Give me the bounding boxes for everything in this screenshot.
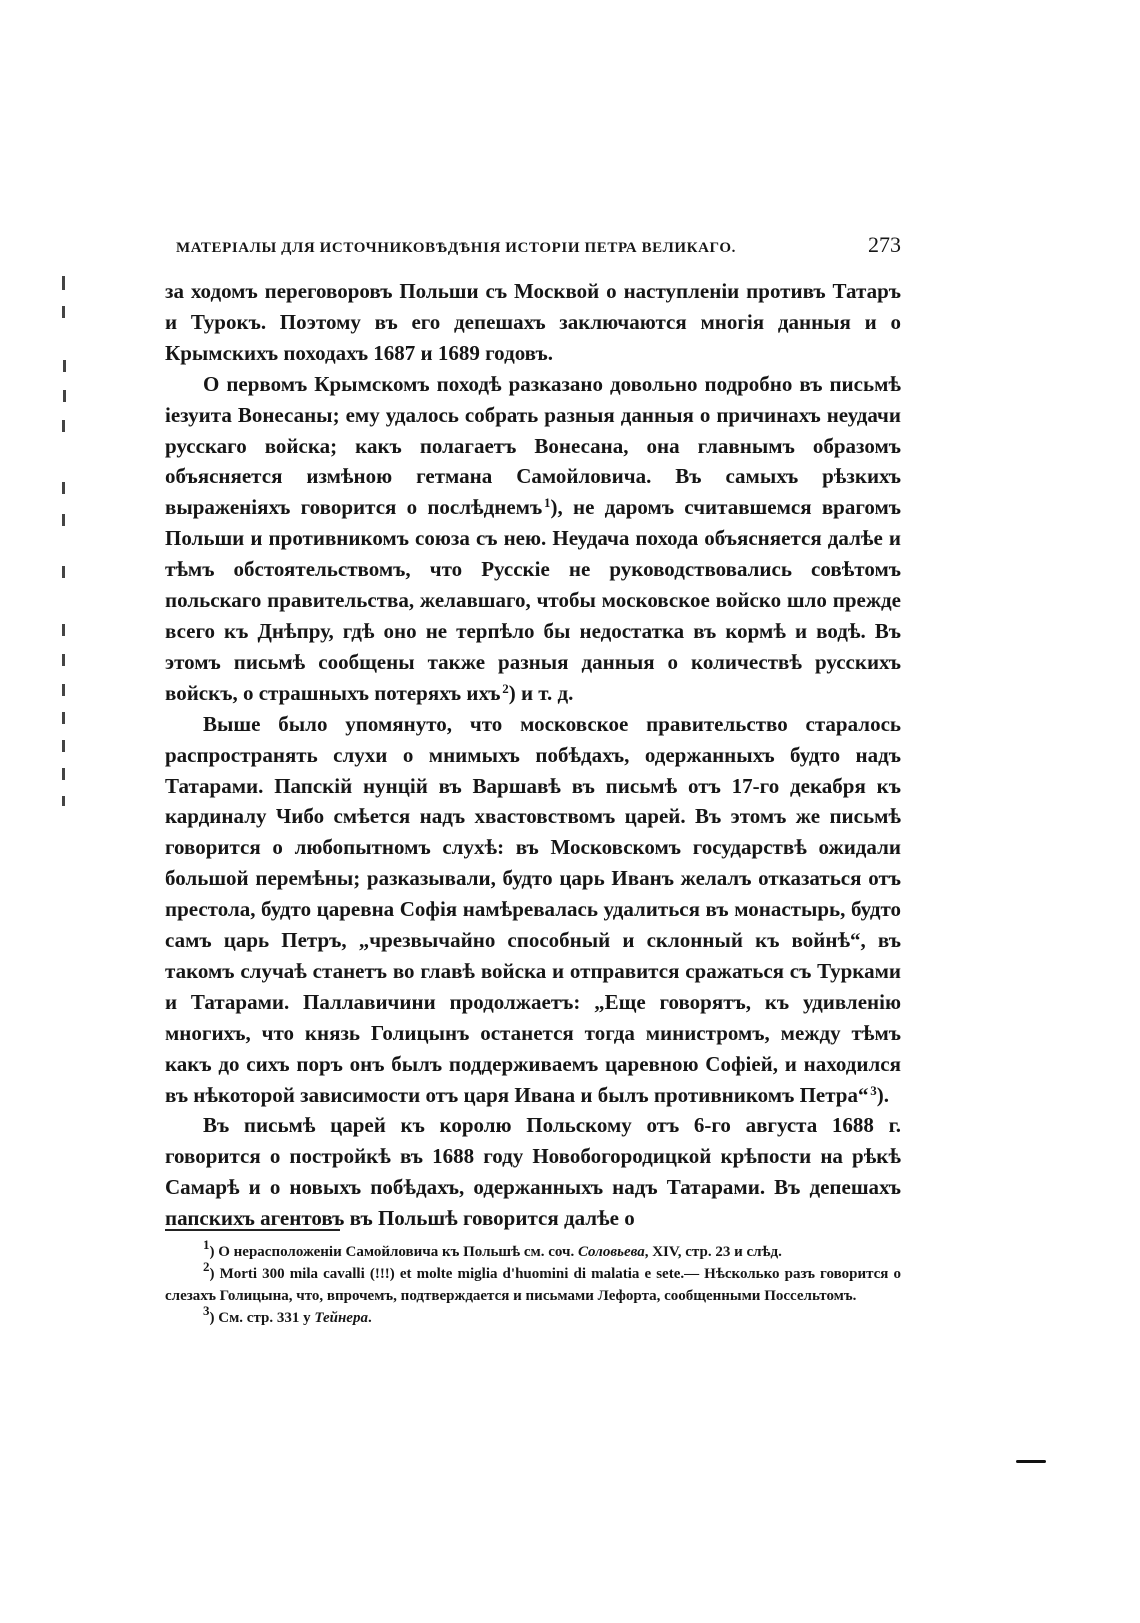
footnote-ref-1[interactable]: 1 (544, 495, 551, 511)
running-header (176, 232, 901, 262)
margin-mark (62, 306, 65, 318)
footnote-3: $^3$) См. стр. 331 у Тейнера. (203, 1303, 372, 1326)
margin-mark (62, 482, 65, 494)
margin-mark (63, 360, 66, 372)
footnote-mark-1: 1 (203, 1237, 210, 1252)
paragraph-2: О первомъ Крымскомъ походѣ разказано довольно подробно въ письмѣ іезуита Вонесаны; ему удалось собрать разныя данныя о причинахъ неудачи русскаго войска; какъ полагаетъ Вонесана, она главнымъ образомъ объясняется измѣною гетмана Самойловича. Въ самыхъ рѣзкихъ выраженіяхъ говорится о послѣднемъ $^1$), не даромъ считавшемся врагомъ Польши и противникомъ союза съ нею. Неудача похода объясняется далѣе и тѣмъ обстоятельствомъ, что Русскіе не руководствовались совѣтомъ польскаго правительства, желавшаго, чтобы московское войско шло прежде всего къ Днѣпру, гдѣ оно не терпѣло бы недостатка въ кормѣ и водѣ. Въ этомъ письмѣ сообщены также разныя данныя о количествѣ русскихъ войскъ, о страшныхъ потеряхъ ихъ $^2$) и т. д. (165, 371, 901, 705)
margin-mark (62, 420, 65, 432)
margin-mark (62, 796, 65, 806)
footnote-ref-2[interactable]: 2 (502, 680, 509, 696)
margin-mark (62, 768, 65, 780)
paragraph-3: Выше было упомянуто, что московское правительство старалось распространять слухи о мнимыхъ побѣдахъ, одержанныхъ будто надъ Татарами. Папскій нунцій въ Варшавѣ въ письмѣ отъ 17-го декабря къ кардиналу Чибо смѣется надъ хвастовствомъ царей. Въ этомъ же письмѣ говорится о любопытномъ слухѣ: въ Московскомъ государствѣ ожидали большой перемѣны; разказывали, будто царь Иванъ желалъ отказаться отъ престола, будто царевна Софія намѣревалась удалиться въ монастырь, будто самъ царь Петръ, „чрезвычайно способный и склонный къ войнѣ“, въ такомъ случаѣ станетъ во главѣ войска и отправится сражаться съ Турками и Татарами. Паллавичини продолжаетъ: „Еще говорятъ, къ удивленію многихъ, что князь Голицынъ останется тогда министромъ, между тѣмъ какъ до сихъ поръ онъ былъ поддерживаемъ царевною Софіей, и находился въ нѣкоторой зависимости отъ царя Ивана и былъ противникомъ Петра“ $^3$). (165, 711, 901, 1107)
edge-mark (1016, 1460, 1046, 1463)
margin-mark (62, 684, 65, 696)
margin-mark (62, 624, 65, 636)
header-title: МАТЕРІАЛЫ ДЛЯ ИСТОЧНИКОВѢДѢНІЯ ИСТОРІИ ПЕТРА ВЕЛИКАГО. (176, 240, 736, 256)
footnote-ref-3[interactable]: 3 (870, 1082, 877, 1098)
margin-mark (62, 276, 65, 290)
page-number: 273 (868, 232, 901, 257)
margin-mark (62, 566, 65, 578)
footnote-1: $^1$) О нерасположеніи Самойловича къ Польшѣ см. соч. Соловьева, XIV, стр. 23 и слѣд. (203, 1237, 782, 1260)
paragraph-4: Въ письмѣ царей къ королю Польскому отъ 6-го августа 1688 г. говорится о постройкѣ въ 1688 году Новобогородицкой крѣпости на рѣкѣ Самарѣ и о новыхъ побѣдахъ, одержанныхъ надъ Татарами. Въ депешахъ папскихъ агентовъ въ Польшѣ говорится далѣе о (165, 1113, 901, 1231)
author-name: Соловьева (577, 1244, 645, 1260)
margin-mark (62, 654, 65, 666)
margin-mark (62, 712, 65, 724)
paragraph-1: за ходомъ переговоровъ Польши съ Москвой о наступленіи противъ Татаръ и Турокъ. Поэтому въ его депешахъ заключаются многія данныя и о Крымскихъ походахъ 1687 и 1689 годовъ. (165, 279, 901, 365)
footnote-mark-3: 3 (203, 1303, 210, 1318)
footnotes (165, 1237, 901, 1329)
main-text (165, 276, 901, 1234)
footnote-2: $^2$) Morti 300 mila cavalli (!!!) et molte miglia d'huomini di malatia e sete.— Нѣсколько разъ говорится о слезахъ Голицына, что, впрочемъ, подтверждается и письмами Лефорта, сообщенными Поссельтомъ. (165, 1259, 901, 1304)
author-name: Тейнера (314, 1310, 368, 1326)
margin-mark (62, 514, 65, 526)
footnote-separator (165, 1229, 340, 1231)
margin-mark (63, 390, 66, 402)
footnote-mark-2: 2 (203, 1259, 210, 1274)
margin-mark (62, 740, 65, 752)
